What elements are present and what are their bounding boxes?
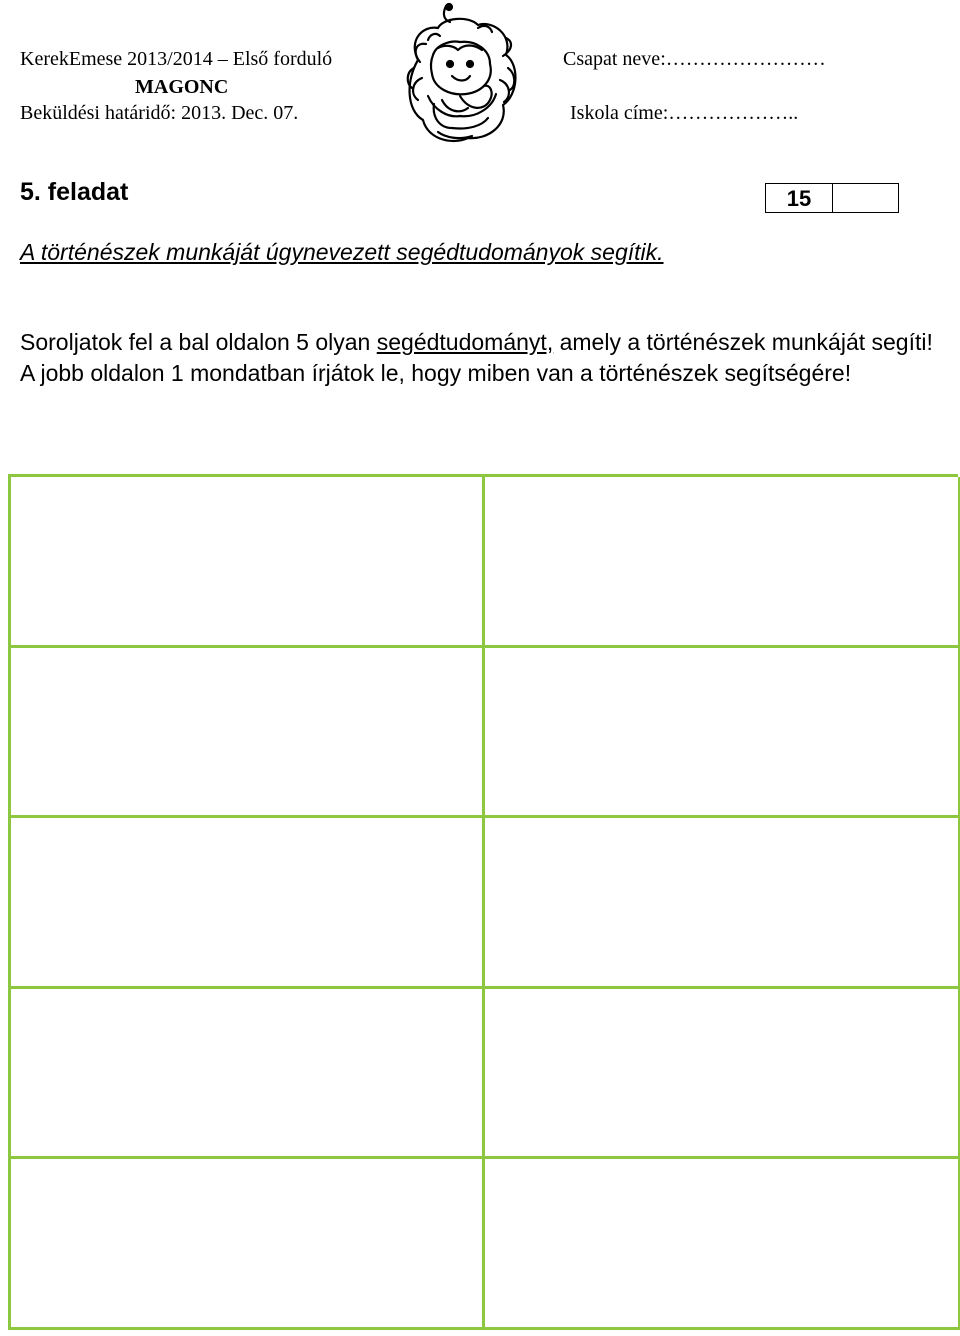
answer-cell-right-4[interactable] bbox=[485, 989, 960, 1160]
header-subject: MAGONC bbox=[135, 76, 229, 98]
header-school-address: Iskola címe:……………….. bbox=[570, 102, 799, 124]
header-team-name: Csapat neve:…………………… bbox=[563, 48, 826, 70]
task-intro: A történészek munkáját úgynevezett segédtudományok segítik. bbox=[20, 239, 664, 265]
answer-table bbox=[8, 474, 958, 1330]
task-instructions bbox=[20, 327, 945, 389]
header-deadline: Beküldési határidő: 2013. Dec. 07. bbox=[20, 102, 299, 124]
answer-cell-left-1[interactable] bbox=[11, 477, 485, 648]
answer-cell-right-1[interactable] bbox=[485, 477, 960, 648]
answer-cell-left-2[interactable] bbox=[11, 648, 485, 819]
task-title: 5. feladat bbox=[20, 178, 129, 206]
answer-cell-left-4[interactable] bbox=[11, 989, 485, 1160]
instructions-underlined: segédtudományt, bbox=[376, 329, 554, 355]
magonc-mascot-icon bbox=[398, 0, 528, 148]
answer-cell-left-5[interactable] bbox=[11, 1159, 485, 1330]
max-points: 15 bbox=[766, 184, 833, 212]
instructions-part1: Soroljatok fel a bal oldalon 5 olyan bbox=[20, 329, 377, 355]
answer-cell-right-2[interactable] bbox=[485, 648, 960, 819]
instructions-part2: amely a történészek munkáját segíti! A jobb oldalon 1 mondatban írjátok le, hogy miben van a történészek segítségére! bbox=[20, 329, 933, 386]
earned-points-field[interactable] bbox=[833, 184, 898, 212]
answer-cell-left-3[interactable] bbox=[11, 818, 485, 989]
header-competition: KerekEmese 2013/2014 – Első forduló bbox=[20, 48, 333, 70]
answer-cell-right-5[interactable] bbox=[485, 1159, 960, 1330]
score-box bbox=[765, 183, 899, 213]
answer-cell-right-3[interactable] bbox=[485, 818, 960, 989]
